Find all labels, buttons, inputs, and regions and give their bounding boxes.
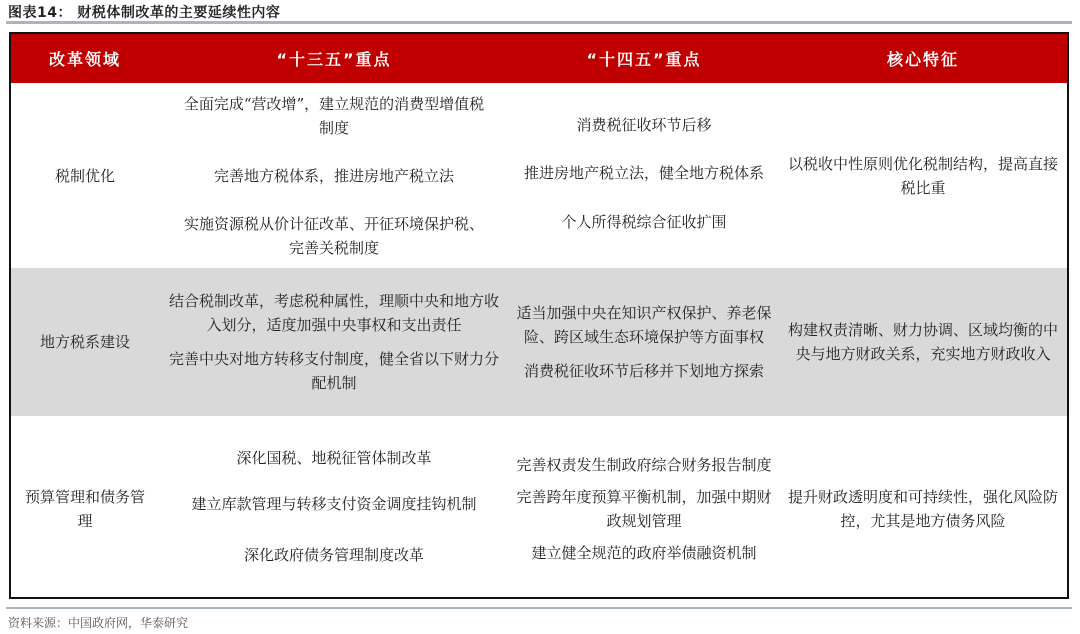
plan14-cell <box>509 83 779 268</box>
table-header-row <box>11 34 1067 83</box>
plan13-item: 完善地方税体系，推进房地产税立法 <box>213 166 454 185</box>
feature-cell: 提升财政透明度和可持续性，强化风险防控，尤其是地方债务风险 <box>787 488 1058 530</box>
plan14-item: 完善权责发生制政府综合财务报告制度 <box>516 456 772 474</box>
plan14-item: 建立健全规范的政府举债融资机制 <box>531 544 757 562</box>
plan14-item: 消费税征收环节后移 <box>576 115 712 134</box>
header-feature: 核心特征 <box>779 34 1067 83</box>
table-row <box>11 416 1067 602</box>
area-cell: 税制优化 <box>54 166 115 185</box>
plan14-item: 消费税征收环节后移并下划地方探索 <box>523 362 764 380</box>
feature-cell: 构建权责清晰、财力协调、区域均衡的中央与地方财政关系，充实地方财政收入 <box>779 268 1067 416</box>
plan13-cell <box>159 416 509 602</box>
header-area: 改革领域 <box>11 34 159 83</box>
source-note: 资料来源：中国政府网，华泰研究 <box>8 616 189 630</box>
plan13-item: 全面完成“营改增”，建立规范的消费型增值税制度 <box>183 94 485 137</box>
plan13-cell <box>159 268 509 416</box>
feature-cell: 以税收中性原则优化税制结构，提高直接税比重 <box>787 154 1058 197</box>
figure-title: 图表14： 财税体制改革的主要延续性内容 <box>8 5 281 21</box>
plan13-item: 实施资源税从价计征改革、开征环境保护税、完善关税制度 <box>183 214 484 257</box>
plan14-cell <box>509 416 779 602</box>
area-cell: 地方税系建设 <box>11 268 159 416</box>
plan13-item: 深化国税、地税征管体制改革 <box>236 449 432 467</box>
plan13-item: 深化政府债务管理制度改革 <box>243 546 424 564</box>
plan14-cell <box>509 268 779 416</box>
header-plan13: “十三五”重点 <box>159 34 509 83</box>
table-row <box>11 268 1067 416</box>
title-divider <box>6 21 1072 24</box>
plan13-item: 建立库款管理与转移支付资金调度挂钩机制 <box>191 495 477 513</box>
plan14-item: 完善跨年度预算平衡机制，加强中期财政规划管理 <box>516 488 772 530</box>
plan14-item: 推进房地产税立法，健全地方税体系 <box>523 163 764 182</box>
footer-divider <box>6 607 1072 609</box>
plan14-item: 适当加强中央在知识产权保护、养老保险、跨区域生态环境保护等方面事权 <box>516 304 772 346</box>
table-row <box>11 83 1067 268</box>
plan13-cell <box>159 83 509 268</box>
reform-table <box>9 32 1069 599</box>
plan13-item: 结合税制改革，考虑税种属性，理顺中央和地方收入划分，适度加强中央事权和支出责任 <box>169 292 500 334</box>
area-cell: 预算管理和债务管理 <box>24 488 145 530</box>
plan14-item: 个人所得税综合征收扩围 <box>561 212 727 231</box>
header-plan14: “十四五”重点 <box>509 34 779 83</box>
plan13-item: 完善中央对地方转移支付制度，健全省以下财力分配机制 <box>169 350 500 392</box>
